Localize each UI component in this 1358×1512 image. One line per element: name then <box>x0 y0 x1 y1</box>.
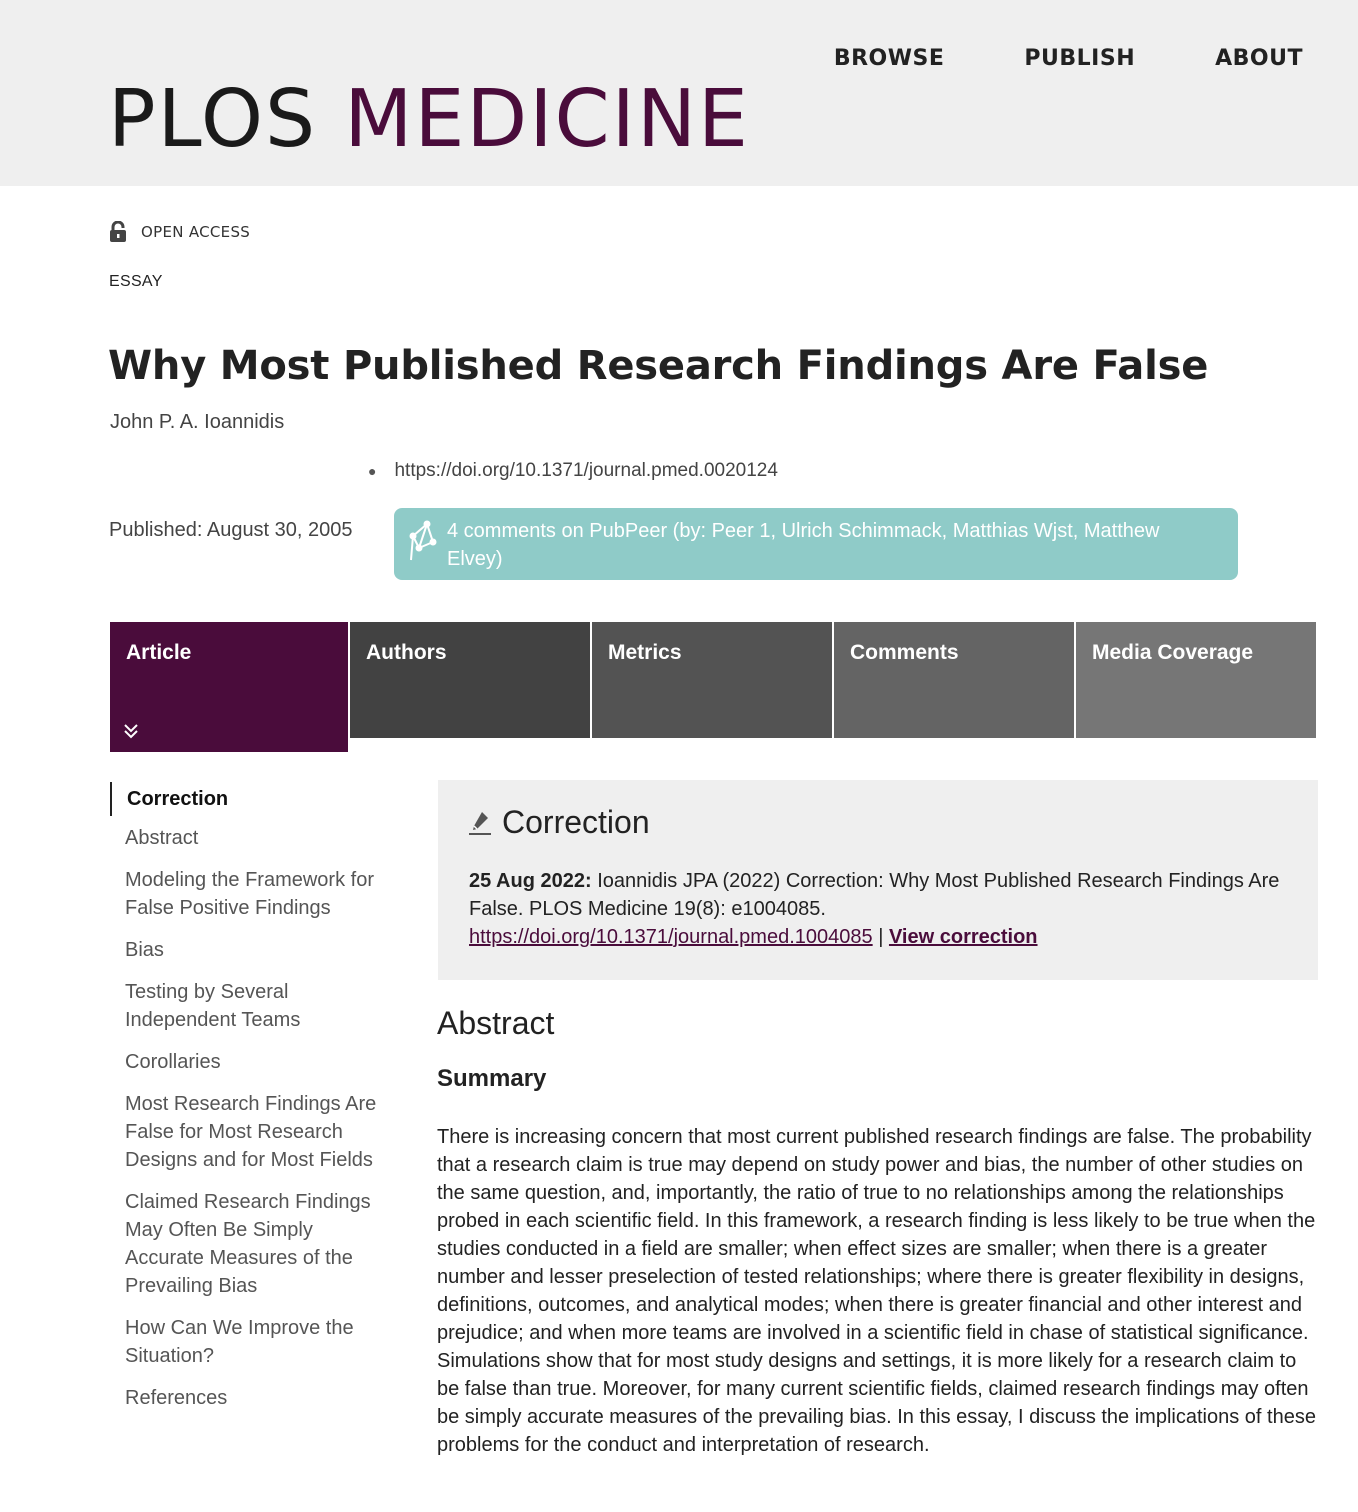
pubpeer-banner[interactable] <box>394 508 1238 580</box>
correction-heading: Correction <box>502 804 650 840</box>
toc-item-most-findings-false[interactable]: Most Research Findings Are False for Most Research Designs and for Most Fields <box>125 1093 377 1171</box>
logo-medicine: MEDICINE <box>344 73 750 165</box>
toc-item-modeling-framework[interactable]: Modeling the Framework for False Positive Findings <box>125 869 374 919</box>
toc-item-claimed-findings[interactable]: Claimed Research Findings May Often Be Simply Accurate Measures of the Prevailing Bias <box>125 1191 371 1297</box>
tab-comments-label: Comments <box>850 641 959 664</box>
article-title: Why Most Published Research Findings Are False <box>108 343 1209 389</box>
plos-medicine-logo[interactable] <box>108 73 750 165</box>
correction-doi-link[interactable]: https://doi.org/10.1371/journal.pmed.1004085 <box>469 926 873 948</box>
nav-about[interactable]: ABOUT <box>1215 46 1303 71</box>
nav-publish[interactable]: PUBLISH <box>1024 46 1136 71</box>
tab-article[interactable] <box>110 622 348 752</box>
nav-browse[interactable]: BROWSE <box>833 46 945 71</box>
correction-date: 25 Aug 2022: <box>469 870 592 892</box>
doi-link[interactable]: https://doi.org/10.1371/journal.pmed.0020124 <box>394 460 778 481</box>
pubpeer-icon <box>407 518 437 564</box>
open-lock-icon <box>109 221 129 243</box>
pubpeer-text: 4 comments on PubPeer (by: Peer 1, Ulrich Schimmack, Matthias Wjst, Matthew Elvey) <box>447 520 1160 570</box>
toc-item-references[interactable]: References <box>125 1387 228 1409</box>
toc-item-correction[interactable]: Correction <box>110 782 380 816</box>
article-tabs <box>110 622 1316 752</box>
toc-item-corollaries[interactable]: Corollaries <box>125 1051 221 1073</box>
open-access-label: OPEN ACCESS <box>141 223 251 241</box>
table-of-contents <box>110 782 380 1426</box>
view-correction-link[interactable]: View correction <box>888 926 1038 948</box>
doi-line <box>368 460 778 482</box>
tab-comments[interactable] <box>834 622 1074 738</box>
summary-heading: Summary <box>437 1065 547 1092</box>
link-separator: | <box>872 926 889 948</box>
tab-article-label: Article <box>126 641 192 664</box>
logo-plos: PLOS <box>108 73 318 165</box>
tab-metrics-label: Metrics <box>608 641 682 664</box>
correction-text <box>469 867 1299 951</box>
summary-paragraph: There is increasing concern that most current published research findings are false. The probability that a research claim is true may depend on study power and bias, the number of other studies on the same question, and, importantly, the ratio of true to no relationships among the relationships probed in each scientific field. In this framework, a research finding is less likely to be true when the studies conducted in a field are smaller; when effect sizes are smaller; when there is a greater number and lesser preselection of tested relationships; where there is greater flexibility in designs, definitions, outcomes, and analytical modes; when there is greater financial and other interest and prejudice; and when more teams are involved in a scientific field in chase of statistical significance. Simulations show that for most study designs and settings, it is more likely for a research claim to be false than true. Moreover, for many current scientific fields, claimed research findings may often be simply accurate measures of the prevailing bias. In this essay, I discuss the implications of these problems for the conduct and interpretation of research. <box>437 1126 1316 1456</box>
correction-notice <box>438 780 1318 980</box>
toc-item-bias[interactable]: Bias <box>125 939 164 961</box>
tab-metrics[interactable] <box>592 622 832 738</box>
tab-authors-label: Authors <box>366 641 447 664</box>
toc-item-testing-teams[interactable]: Testing by Several Independent Teams <box>125 981 301 1031</box>
open-access-badge <box>109 221 250 243</box>
abstract-heading: Abstract <box>437 1005 555 1041</box>
published-date: Published: August 30, 2005 <box>109 519 353 541</box>
toc-item-abstract[interactable]: Abstract <box>125 827 199 849</box>
tab-media-coverage-label: Media Coverage <box>1092 641 1254 664</box>
correction-citation: Ioannidis JPA (2022) Correction: Why Most Published Research Findings Are False. PLOS Medicine 19(8): e1004085. <box>469 870 1280 920</box>
bullet-icon: ● <box>368 463 377 479</box>
author-name[interactable]: John P. A. Ioannidis <box>110 411 285 433</box>
top-nav <box>834 46 1303 71</box>
double-chevron-down-icon <box>122 722 140 740</box>
tab-media-coverage[interactable] <box>1076 622 1316 738</box>
toc-item-improve-situation[interactable]: How Can We Improve the Situation? <box>125 1317 354 1367</box>
pen-icon <box>468 810 492 836</box>
article-type: ESSAY <box>109 273 163 290</box>
correction-header <box>468 804 650 841</box>
tab-authors[interactable] <box>350 622 590 738</box>
site-header <box>0 0 1358 186</box>
